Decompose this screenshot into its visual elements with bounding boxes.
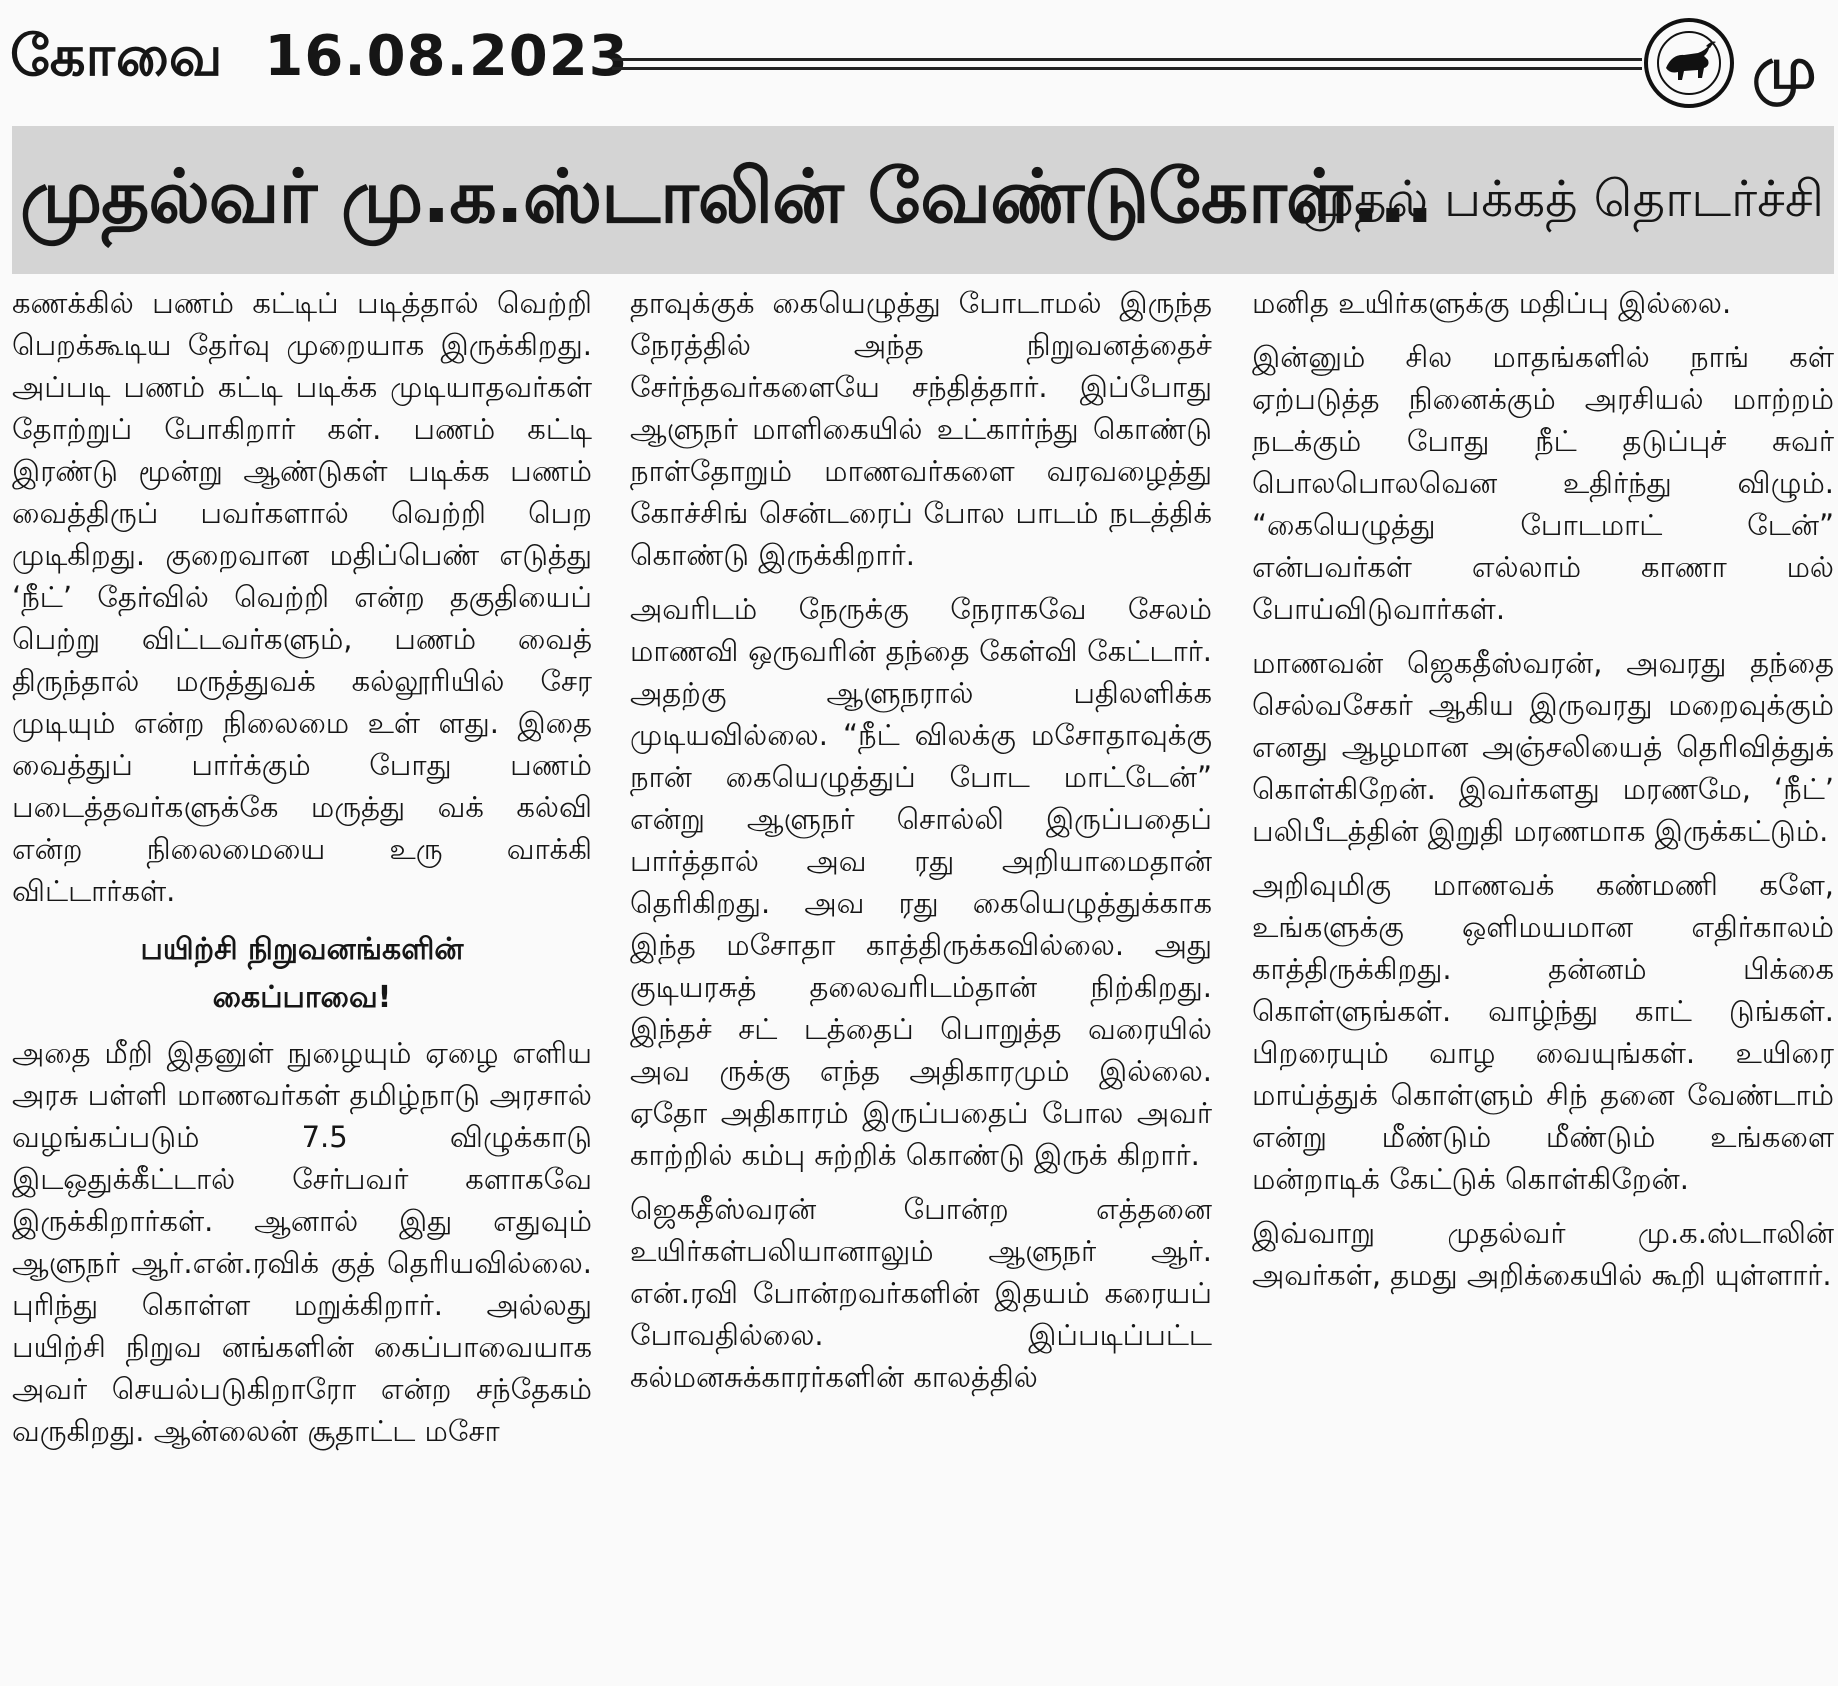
article-column-3 xyxy=(1252,282,1834,1678)
masthead-rule-top xyxy=(612,58,1642,61)
brand-name: மு xyxy=(1752,34,1817,102)
city-name: கோவை xyxy=(10,24,224,89)
paragraph: அறிவுமிகு மாணவக் கண்மணி களே, உங்களுக்கு ஒளிமயமான எதிர்காலம் காத்திருக்கிறது. தன்னம் பிக்கை கொள்ளுங்கள். வாழ்ந்து காட் டுங்கள். பிறரையும் வாழ வையுங்கள். உயிரை மாய்த்துக் கொள்ளும் சிந் தனை வேண்டாம் என்று மீண்டும் மீண்டும் உங்களை மன்றாடிக் கேட்டுக் கொள்கிறேன். xyxy=(1252,868,1834,1196)
paragraph: மனித உயிர்களுக்கு மதிப்பு இல்லை. xyxy=(1252,286,1732,320)
headline-main: முதல்வர் மு.க.ஸ்டாலின் வேண்டுகோள்... xyxy=(20,154,1433,240)
masthead-rule-bottom xyxy=(612,67,1642,70)
paragraph: தாவுக்குக் கையெழுத்து போடாமல் இருந்த நேரத்தில் அந்த நிறுவனத்தைச் சேர்ந்தவர்களையே சந்தித்தார். இப்போது ஆளுநர் மாளிகையில் உட்கார்ந்து கொண்டு நாள்தோறும் மாணவர்களை வரவழைத்து கோச்சிங் சென்டரைப் போல பாடம் நடத்திக் கொண்டு இருக்கிறார். xyxy=(630,286,1212,572)
article-column-1 xyxy=(12,282,592,1678)
issue-date: 16.08.2023 xyxy=(264,24,629,89)
paragraph: அவரிடம் நேருக்கு நேராகவே சேலம் மாணவி ஒருவரின் தந்தை கேள்வி கேட்டார். அதற்கு ஆளுநரால் பதிலளிக்க முடியவில்லை. “நீட் விலக்கு மசோதாவுக்கு நான் கையெழுத்துப் போட மாட்டேன்” என்று ஆளுநர் சொல்லி இருப்பதைப் பார்த்தால் அவ ரது அறியாமைதான் தெரிகிறது. அவ ரது கையெழுத்துக்காக இந்த மசோதா காத்திருக்கவில்லை. அது குடியரசுத் தலைவரிடம்தான் நிற்கிறது. இந்தச் சட் டத்தைப் பொறுத்த வரையில் அவ ருக்கு எந்த அதிகாரமும் இல்லை. ஏதோ அதிகாரம் இருப்பதைப் போல அவர் காற்றில் கம்பு சுற்றிக் கொண்டு இருக் கிறார். xyxy=(630,592,1212,1172)
subheading-line: கைப்பாவை! xyxy=(212,980,392,1015)
paragraph: மாணவன் ஜெகதீஸ்வரன், அவரது தந்தை செல்வசேகர் ஆகிய இருவரது மறைவுக்கும் எனது ஆழமான அஞ்சலியைத் தெரிவித்துக் கொள்கிறேன். இவர்களது மரணமே, ‘நீட்’ பலிபீடத்தின் இறுதி மரணமாக இருக்கட்டும். xyxy=(1252,646,1834,848)
paragraph: இவ்வாறு முதல்வர் மு.க.ஸ்டாலின் அவர்கள், தமது அறிக்கையில் கூறி யுள்ளார். xyxy=(1252,1216,1834,1292)
article-column-2 xyxy=(630,282,1212,1678)
paragraph: அதை மீறி இதனுள் நுழையும் ஏழை எளிய அரசு பள்ளி மாணவர்கள் தமிழ்நாடு அரசால் வழங்கப்படும் 7.5 விழுக்காடு இடஒதுக்கீட்டால் சேர்பவர் களாகவே இருக்கிறார்கள். ஆனால் இது எதுவும் ஆளுநர் ஆர்.என்.ரவிக் குத் தெரியவில்லை. புரிந்து கொள்ள மறுக்கிறார். அல்லது பயிற்சி நிறுவ னங்களின் கைப்பாவையாக அவர் செயல்படுகிறாரோ என்ற சந்தேகம் வருகிறது. ஆன்லைன் சூதாட்ட மசோ xyxy=(12,1036,592,1448)
headline-band xyxy=(12,126,1834,274)
paragraph: ஜெகதீஸ்வரன் போன்ற எத்தனை உயிர்கள்பலியானாலும் ஆளுநர் ஆர். என்.ரவி போன்றவர்களின் இதயம் கரையப் போவதில்லை. இப்படிப்பட்ட கல்மனசுக்காரர்களின் காலத்தில் xyxy=(630,1192,1212,1394)
paragraph: கணக்கில் பணம் கட்டிப் படித்தால் வெற்றி பெறக்கூடிய தேர்வு முறையாக இருக்கிறது. அப்படி பணம் கட்டி படிக்க முடியாதவர்கள் தோற்றுப் போகிறார் கள். பணம் கட்டி இரண்டு மூன்று ஆண்டுகள் படிக்க பணம் வைத்திருப் பவர்களால் வெற்றி பெற முடிகிறது. குறைவான மதிப்பெண் எடுத்து ‘நீட்’ தேர்வில் வெற்றி என்ற தகுதியைப் பெற்று விட்டவர்களும், பணம் வைத் திருந்தால் மருத்துவக் கல்லூரியில் சேர முடியும் என்ற நிலைமை உள் ளது. இதை வைத்துப் பார்க்கும் போது பணம் படைத்தவர்களுக்கே மருத்து வக் கல்வி என்ற நிலைமையை உரு வாக்கி விட்டார்கள். xyxy=(12,286,592,908)
dateline xyxy=(10,24,629,96)
subheading xyxy=(12,926,592,1022)
subheading-line: பயிற்சி நிறுவனங்களின் xyxy=(140,932,464,967)
bull-emblem-icon xyxy=(1644,18,1734,108)
masthead xyxy=(0,0,1838,118)
paragraph: இன்னும் சில மாதங்களில் நாங் கள் ஏற்படுத்த நினைக்கும் அரசியல் மாற்றம் நடக்கும் போது நீட் தடுப்புச் சுவர் பொலபொலவென உதிர்ந்து விழும். “கையெழுத்து போடமாட் டேன்” என்பவர்கள் எல்லாம் காணா மல் போய்விடுவார்கள். xyxy=(1252,340,1834,626)
headline-continuation: முதல் பக்கத் தொடர்ச்சி xyxy=(1298,170,1824,228)
